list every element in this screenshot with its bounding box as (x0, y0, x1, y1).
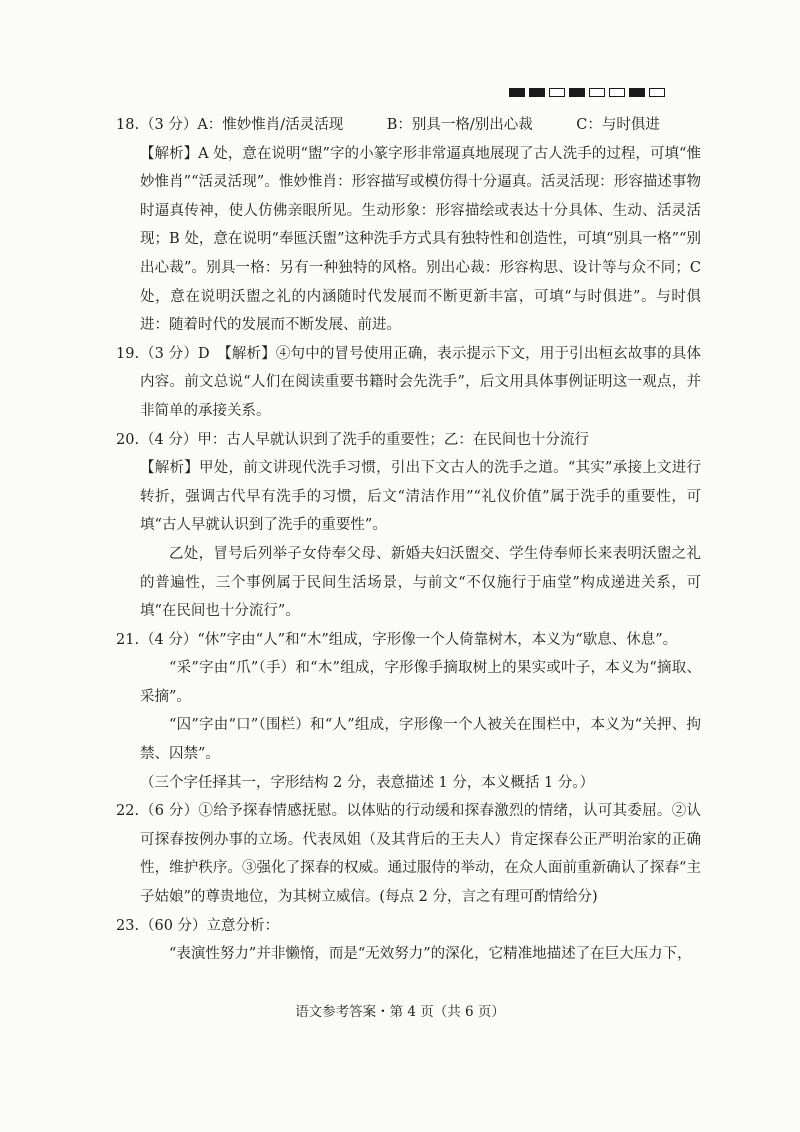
question-number: 22. (116, 803, 140, 820)
answer-line: （4 分）甲：古人早就认识到了洗手的重要性；乙：在民间也十分流行 (140, 431, 589, 448)
question-19 (116, 340, 701, 426)
analysis-paragraph: 【解析】甲处，前文讲现代洗手习惯，引出下文古人的洗手之道。“其实”承接上文进行转折，强调古代早有洗手的习惯，后文“清洁作用”“礼仪价值”属于洗手的重要性，可填“古人早就认识到了洗手的重要性”。 (140, 460, 701, 534)
analysis-paragraph: 【解析】A 处，意在说明“盥”字的小篆字形非常逼真地展现了古人洗手的过程，可填“惟妙惟肖”“活灵活现”。惟妙惟肖：形容描写或模仿得十分逼真。活灵活现：形容描述事物时逼真传神，使人仿佛亲眼所见。生动形象：形容描绘或表达十分具体、生动、活灵活现；B 处，意在说明“奉匜沃盥”这种洗手方式具有独特性和创造性，可填“别具一格”“别出心裁”。别具一格：另有一种独特的风格。别出心裁：形容构思、设计等与众不同；C 处，意在说明沃盥之礼的内涵随时代发展而不断更新丰富，可填“与时俱进”。与时俱进：随着时代的发展而不断发展、前进。 (140, 145, 701, 334)
answer-content (116, 111, 701, 969)
question-18 (116, 111, 701, 340)
header-square (569, 88, 585, 97)
analysis-paragraph: 乙处，冒号后列举子女侍奉父母、新婚夫妇沃盥交、学生侍奉师长来表明沃盥之礼的普遍性，三个事例属于民间生活场景，与前文“不仅施行于庙堂”构成递进关系，可填“在民间也十分流行”。 (140, 545, 701, 620)
page-footer: 语文参考答案・第 4 页（共 6 页） (295, 1004, 505, 1020)
answer-paragraph: （3 分）D 【解析】④句中的冒号使用正确，表示提示下文，用于引出桓玄故事的具体内容。前文总说“人们在阅读重要书籍时会先洗手”，后文用具体事例证明这一观点，并非简单的承接关系。 (140, 345, 701, 419)
header-square (649, 88, 665, 97)
answer-paragraph: “囚”字由“口”（围栏）和“人”组成，字形像一个人被关在围栏中，本义为“关押、拘禁、囚禁”。 (140, 717, 701, 763)
question-20 (116, 426, 701, 626)
header-square (529, 88, 545, 97)
question-number: 19. (116, 345, 140, 362)
header-square (509, 88, 525, 97)
answer-paragraph: “采”字由“爪”（手）和“木”组成，字形像手摘取树上的果实或叶子，本义为“摘取、采摘”。 (140, 660, 701, 705)
answer-heading: （60 分）立意分析： (140, 917, 280, 934)
answer-paragraph: （6 分）①给予探春情感抚慰。以体贴的行动缓和探春激烈的情绪，认可其委屈。②认可探春按例办事的立场。代表凤姐（及其背后的王夫人）肯定探春公正严明治家的正确性，维护秩序。③强化了探春的权威。通过服侍的举动，在众人面前重新确认了探春“主子姑娘”的尊贵地位，为其树立威信。(每点 2 分，言之有理可酌情给分) (140, 803, 701, 906)
header-square (629, 88, 645, 97)
answer-paragraph: （4 分）“休”字由“人”和“木”组成，字形像一个人倚靠树木，本义为“歇息、休息”。 (140, 631, 678, 648)
question-21 (116, 626, 701, 798)
answer-paragraph: “表演性努力”并非懒惰，而是“无效努力”的深化，它精准地描述了在巨大压力下， (169, 946, 692, 963)
header-square (589, 88, 605, 97)
question-23 (116, 912, 701, 969)
question-number: 23. (116, 917, 140, 934)
answer-line: （3 分）A：惟妙惟肖/活灵活现 B：别具一格/别出心裁 C：与时俱进 (140, 117, 660, 133)
question-22 (116, 797, 701, 911)
header-square (549, 88, 565, 97)
question-number: 21. (116, 631, 140, 648)
question-number: 20. (116, 431, 140, 448)
header-square-marks (509, 88, 665, 97)
header-square (609, 88, 625, 97)
question-number: 18. (116, 117, 140, 133)
scoring-note: （三个字任择其一，字形结构 2 分，表意描述 1 分，本义概括 1 分。） (140, 774, 595, 791)
